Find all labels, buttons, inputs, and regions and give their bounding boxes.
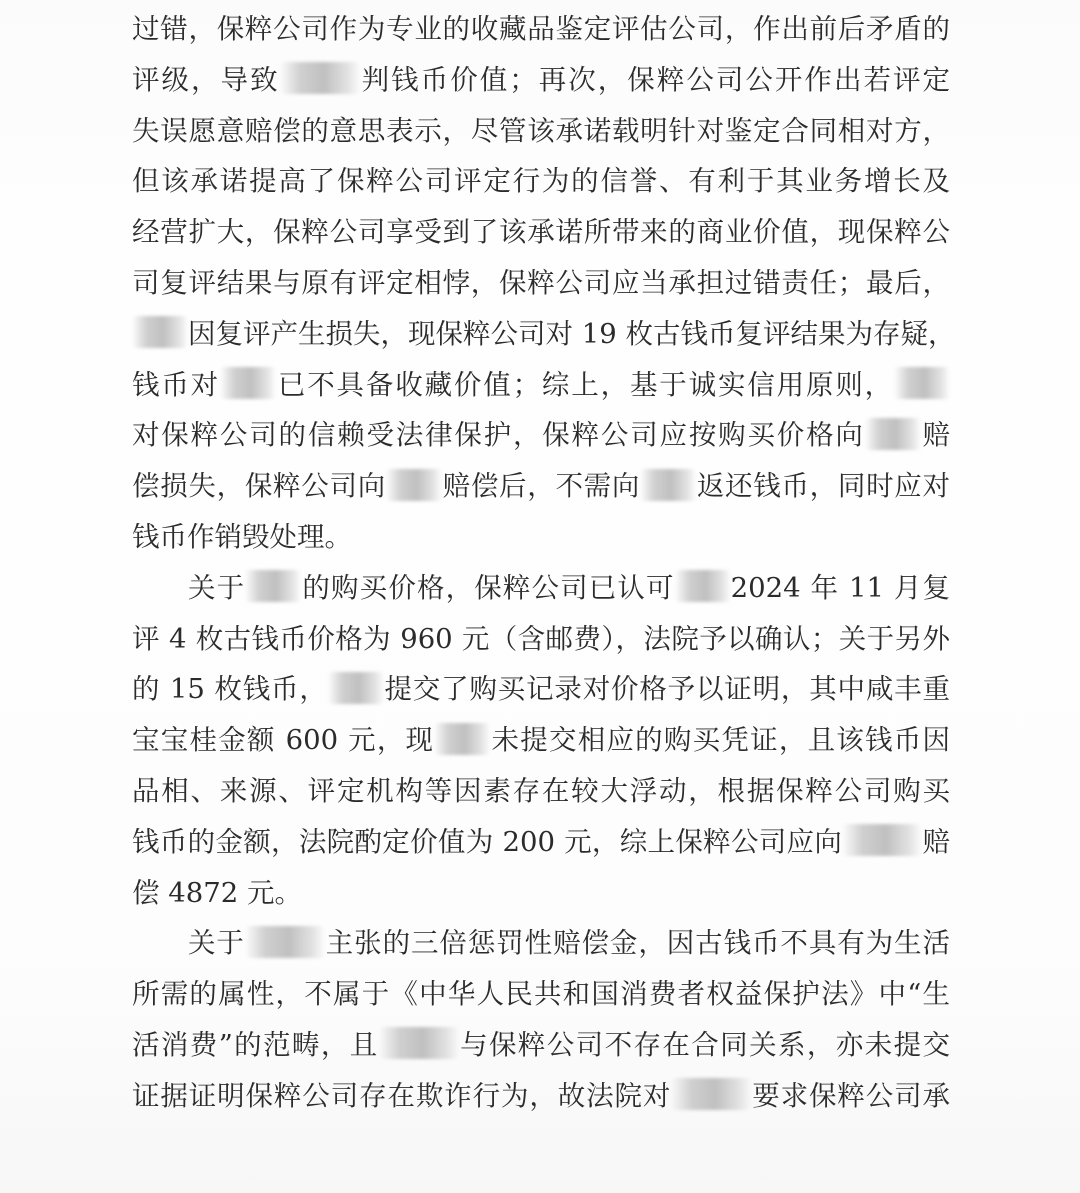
redaction-mark — [894, 367, 950, 399]
text-segment: 活消费”的范畴，且 — [132, 1028, 379, 1061]
text-line — [132, 461, 950, 512]
text-line — [132, 715, 950, 766]
redaction-mark — [280, 62, 360, 94]
text-line — [132, 969, 950, 1020]
text-segment: 赔偿后，不需向 — [441, 470, 641, 503]
text-segment: 但该承诺提高了保粹公司评定行为的信誉、有利于其业务增长及 — [132, 165, 950, 198]
text-segment: 失误愿意赔偿的意思表示，尽管该承诺载明针对鉴定合同相对方， — [132, 114, 950, 147]
redaction-mark — [386, 469, 442, 501]
text-segment: 主张的三倍惩罚性赔偿金，因古钱币不具有为生活 — [324, 927, 951, 960]
redaction-mark — [434, 723, 490, 755]
document-body — [132, 4, 956, 1122]
text-segment: 钱币的金额，法院酌定价值为 200 元，综上保粹公司应向 — [132, 825, 843, 858]
text-segment: 2024 年 11 月复 — [730, 571, 951, 604]
text-segment: 宝宝桂金额 600 元，现 — [132, 724, 435, 757]
text-segment: 未提交相应的购买凭证，且该钱币因 — [490, 724, 950, 757]
redaction-mark — [865, 418, 921, 450]
text-segment: 的购买价格，保粹公司已认可 — [301, 571, 675, 604]
text-segment: 钱币对 — [132, 368, 221, 401]
text-line — [132, 918, 950, 969]
text-line — [132, 512, 950, 563]
redaction-mark — [220, 367, 276, 399]
text-segment: 关于 — [188, 927, 245, 960]
text-segment: 所需的属性，不属于《中华人民共和国消费者权益保护法》中“生 — [132, 978, 950, 1011]
text-segment: 要求保粹公司承 — [751, 1079, 951, 1112]
text-segment: 的 15 枚钱币， — [132, 673, 328, 706]
redaction-mark — [842, 824, 922, 856]
text-segment: 评级，导致 — [132, 63, 280, 96]
text-segment: 关于 — [188, 571, 246, 604]
text-line — [132, 817, 950, 868]
text-line — [132, 106, 950, 157]
text-line — [132, 868, 950, 919]
redaction-mark — [675, 570, 731, 602]
text-segment: 已不具备收藏价值；综上，基于诚实信用原则， — [276, 368, 895, 401]
text-segment: 经营扩大，保粹公司享受到了该承诺所带来的商业价值，现保粹公 — [132, 216, 950, 249]
text-line — [132, 614, 950, 665]
text-line — [132, 309, 956, 360]
redaction-mark — [245, 926, 325, 958]
text-line — [132, 360, 950, 411]
text-segment: 司复评结果与原有评定相悖，保粹公司应当承担过错责任；最后， — [132, 266, 950, 299]
text-line — [132, 766, 950, 817]
text-segment: 赔 — [922, 825, 950, 858]
redaction-mark — [671, 1078, 751, 1110]
text-line — [132, 156, 950, 207]
text-line — [132, 410, 950, 461]
text-segment: 提交了购买记录对价格予以证明，其中咸丰重 — [383, 673, 950, 706]
text-line — [132, 258, 950, 309]
text-line — [132, 55, 950, 106]
text-line — [132, 1071, 950, 1122]
text-segment: 偿损失，保粹公司向 — [132, 470, 386, 503]
redaction-mark — [245, 570, 301, 602]
text-line — [132, 207, 950, 258]
text-segment: 返还钱币，同时应对 — [696, 470, 951, 503]
text-segment: 对保粹公司的信赖受法律保护，保粹公司应按购买价格向 — [132, 419, 865, 452]
text-segment: 赔 — [920, 419, 951, 452]
text-segment: 证据证明保粹公司存在欺诈行为，故法院对 — [132, 1079, 672, 1112]
text-segment: 与保粹公司不存在合同关系，亦未提交 — [458, 1028, 950, 1061]
text-segment: 偿 4872 元。 — [132, 876, 302, 909]
redaction-mark — [640, 469, 696, 501]
text-segment: 钱币作销毁处理。 — [132, 520, 352, 553]
redaction-mark — [379, 1027, 459, 1059]
text-line — [132, 664, 950, 715]
text-segment: 过错，保粹公司作为专业的收藏品鉴定评估公司，作出前后矛盾的 — [132, 13, 950, 45]
text-line — [132, 563, 950, 614]
text-segment: 品相、来源、评定机构等因素存在较大浮动，根据保粹公司购买 — [132, 774, 950, 807]
redaction-mark — [132, 316, 188, 348]
redaction-mark — [328, 672, 384, 704]
text-line — [132, 4, 950, 55]
text-segment: 判钱币价值；再次，保粹公司公开作出若评定 — [359, 63, 951, 96]
text-segment: 因复评产生损失，现保粹公司对 19 枚古钱币复评结果为存疑， — [188, 317, 956, 350]
text-segment: 评 4 枚古钱币价格为 960 元（含邮费），法院予以确认；关于另外 — [132, 622, 950, 655]
text-line — [132, 1020, 950, 1071]
